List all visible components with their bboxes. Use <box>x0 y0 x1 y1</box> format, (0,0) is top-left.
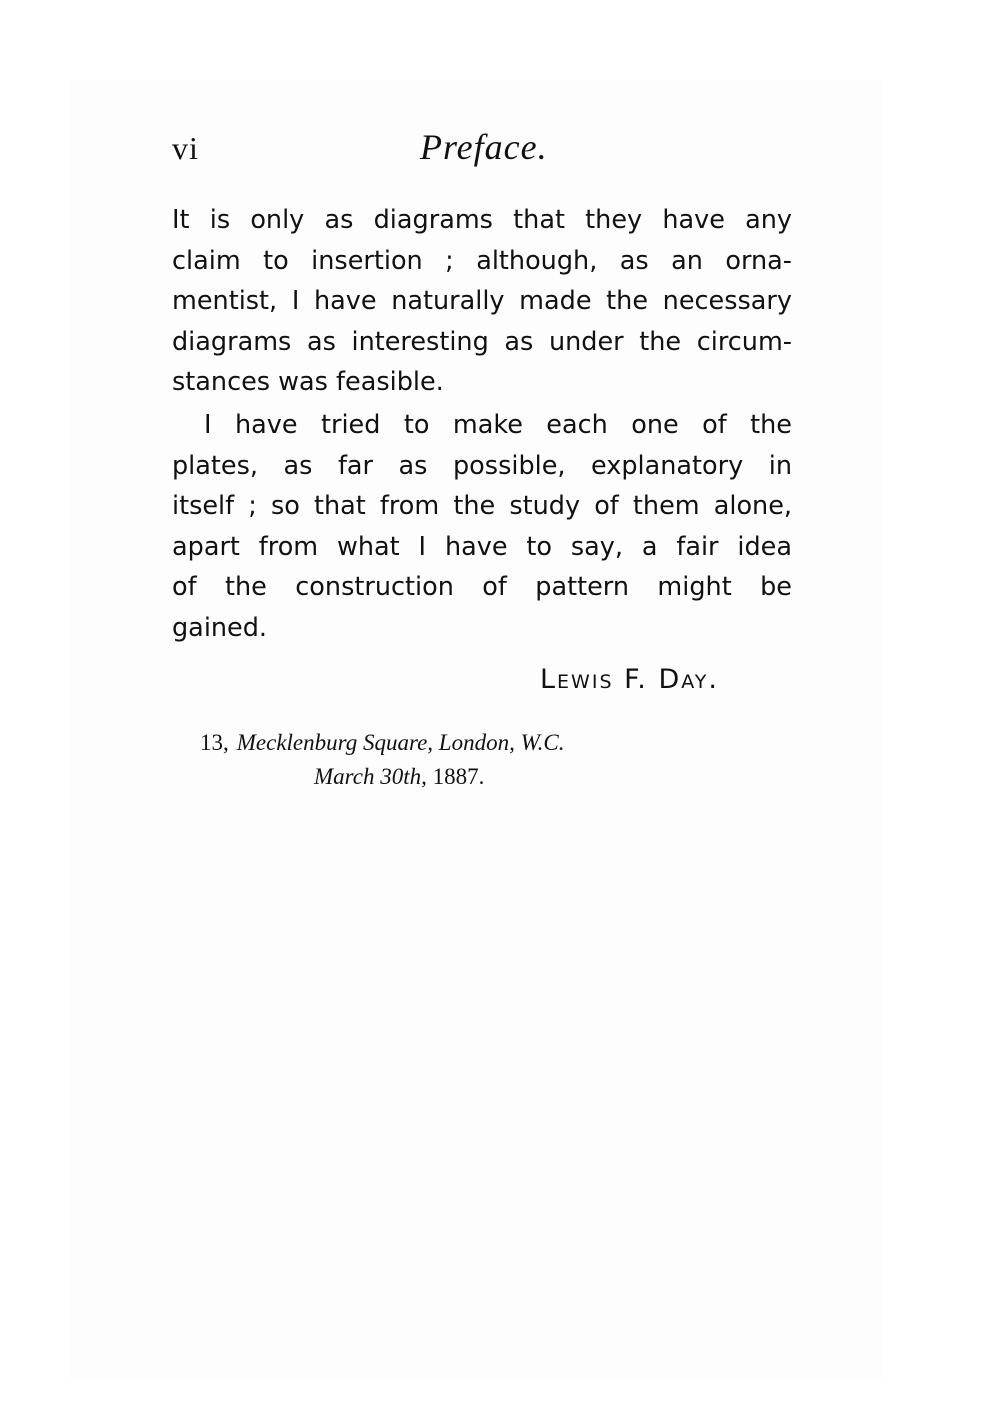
text-line: plates, as far as possible, explanatory in <box>172 450 792 481</box>
paragraph-1 <box>172 200 792 403</box>
text-line: mentist, I have naturally made the necessary <box>172 286 792 317</box>
date-line <box>200 760 564 794</box>
text-line: stances was feasible. <box>172 367 444 398</box>
date-year: 1887. <box>432 764 485 789</box>
text-line: apart from what I have to say, a fair idea <box>172 531 792 562</box>
text-line: I have tried to make each one of the <box>204 409 792 440</box>
page-number: vi <box>172 130 199 166</box>
running-head <box>172 126 792 174</box>
text-line: gained. <box>172 612 268 643</box>
text-line: of the construction of pattern might be <box>172 572 792 603</box>
paragraph-2 <box>172 405 792 649</box>
page-title: Preface. <box>420 127 548 167</box>
street-address: Mecklenburg Square, London, W.C. <box>236 730 565 755</box>
text-line: itself ; so that from the study of them alone, <box>172 491 792 522</box>
address-line <box>200 726 564 760</box>
author-signature: Lewis F. Day. <box>540 664 719 695</box>
date-text: March 30th, <box>314 764 427 789</box>
text-line: It is only as diagrams that they have any <box>172 205 792 235</box>
text-line: claim to insertion ; although, as an orna- <box>172 245 792 276</box>
preface-text <box>172 200 792 649</box>
address-block <box>200 726 564 794</box>
text-line: diagrams as interesting as under the circum- <box>172 326 792 357</box>
house-number: 13, <box>200 730 229 755</box>
